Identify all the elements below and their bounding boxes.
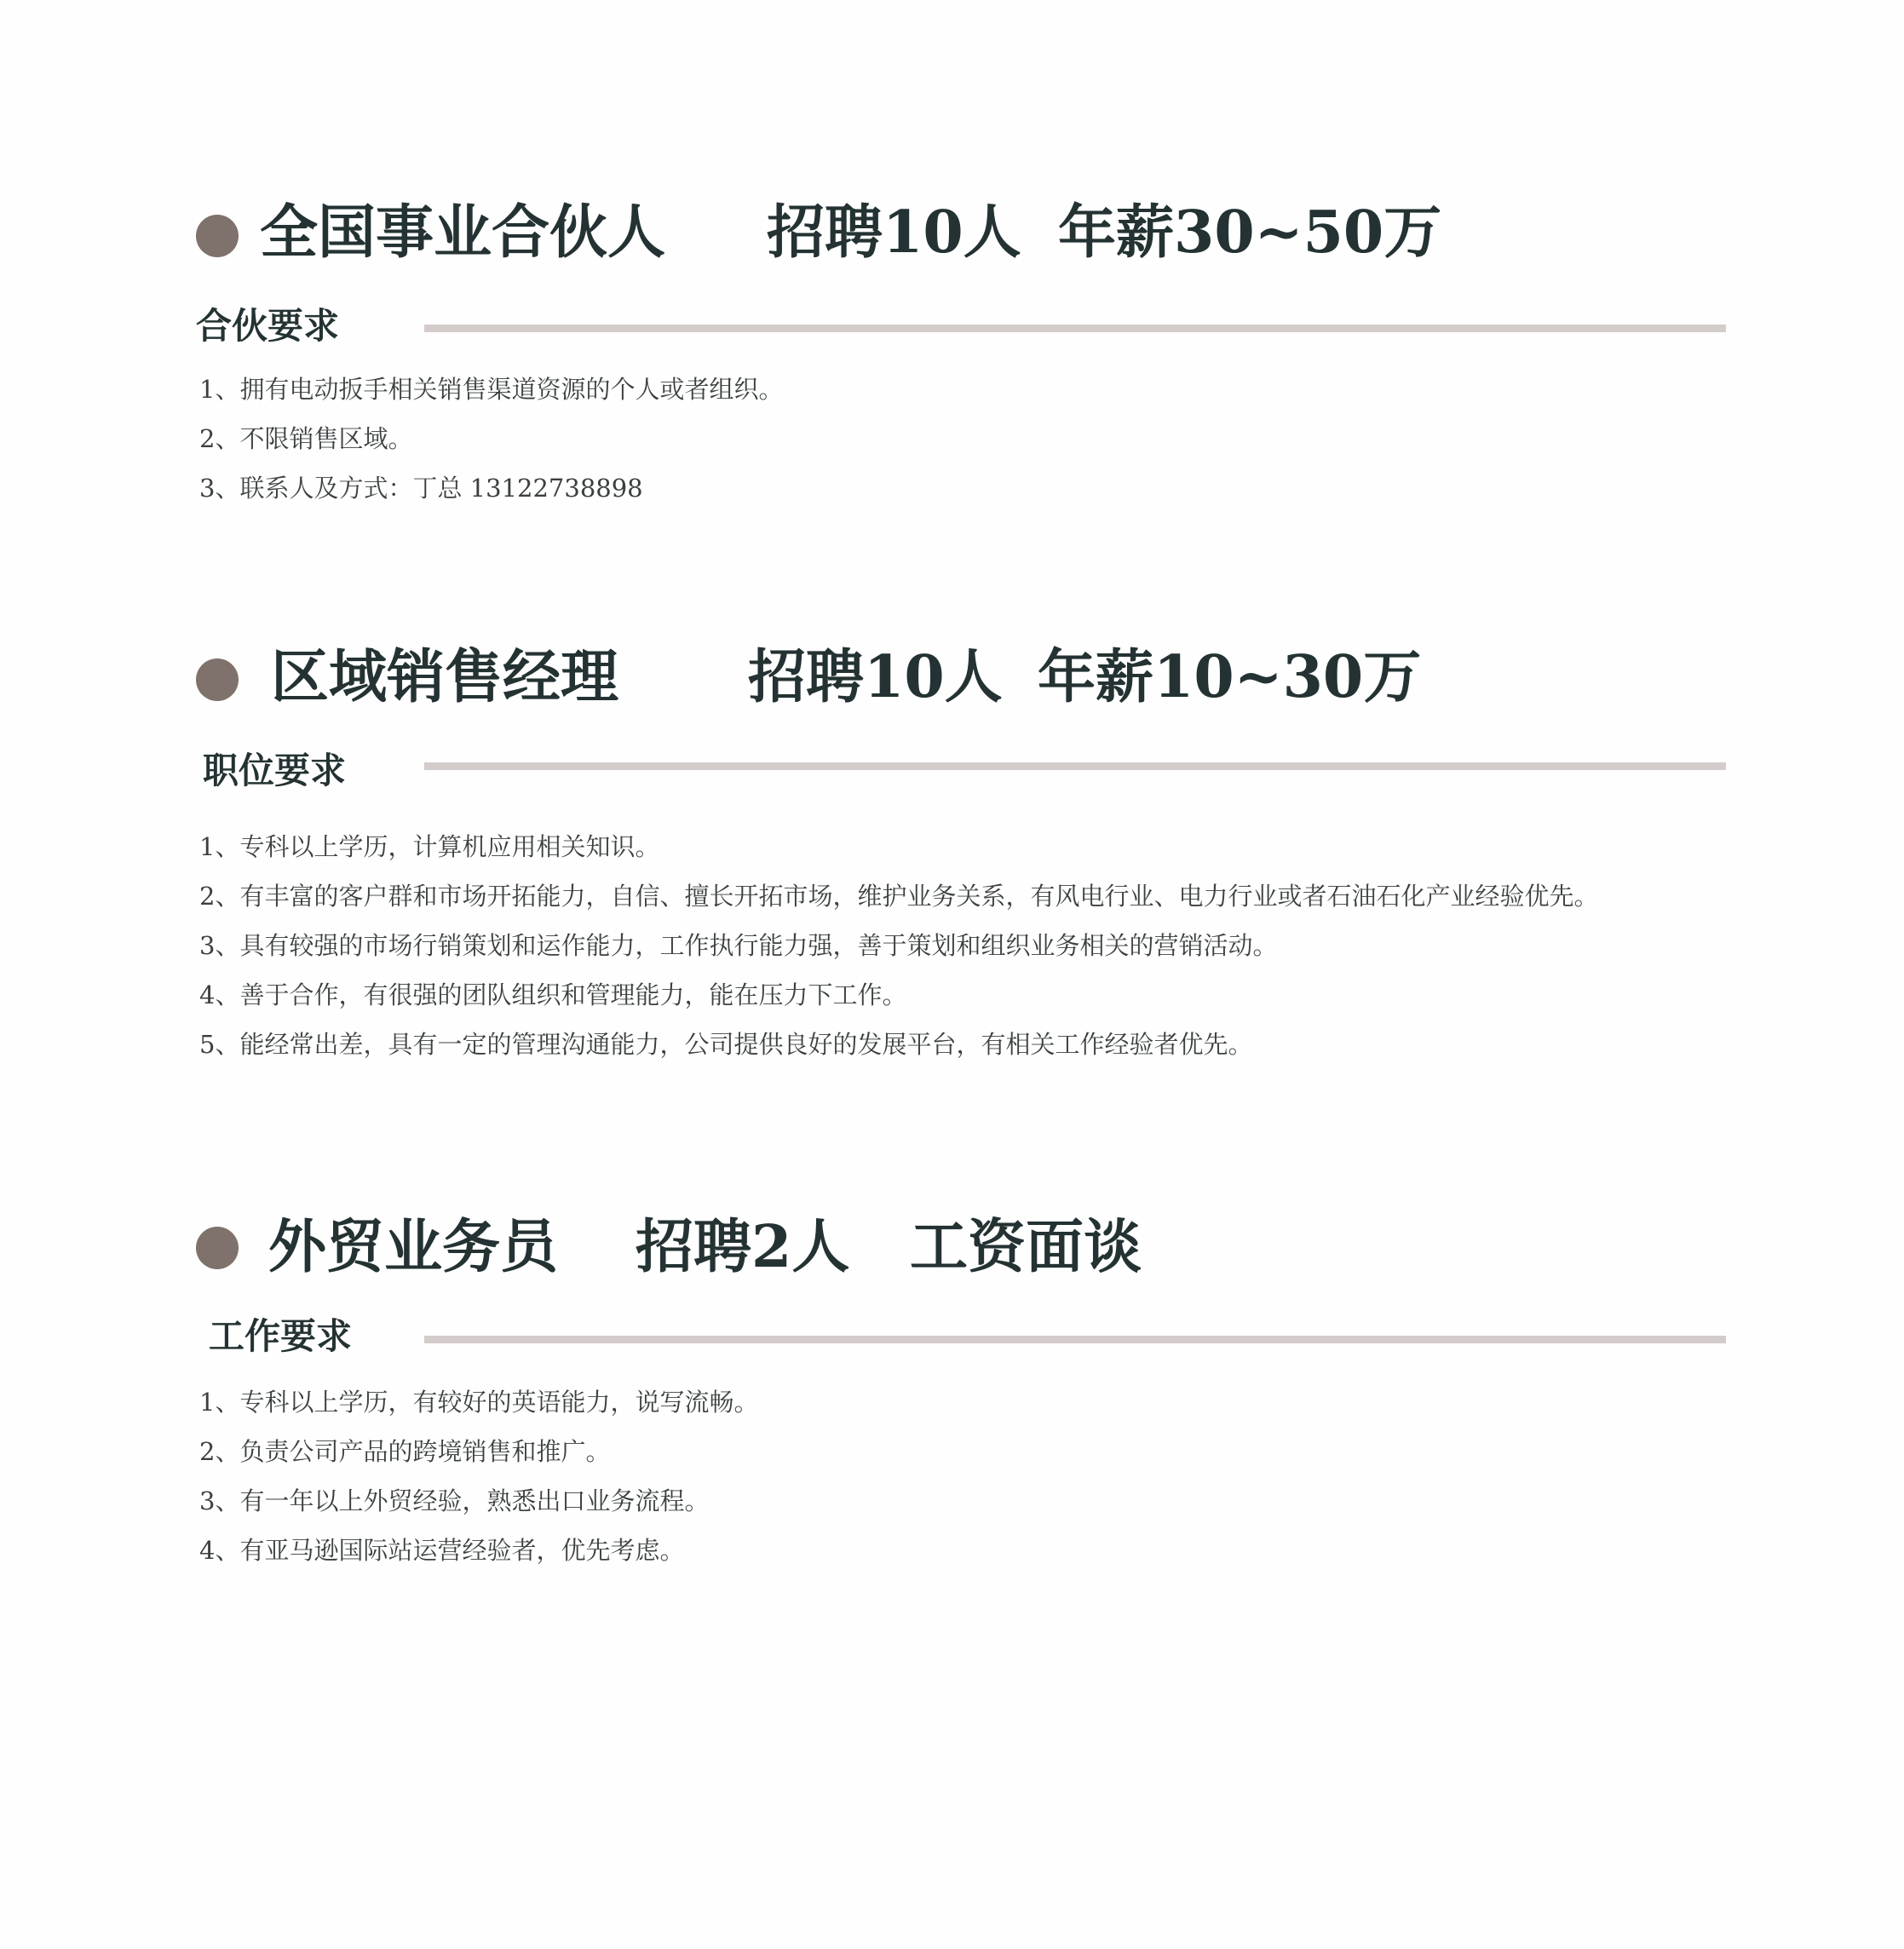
job-salary: 年薪10~30万 <box>1038 643 1422 711</box>
divider-line <box>424 762 1726 770</box>
list-item: 1、拥有电动扳手相关销售渠道资源的个人或者组织。 <box>199 375 784 404</box>
list-item: 2、负责公司产品的跨境销售和推广。 <box>199 1437 611 1466</box>
requirements-heading: 工作要求 <box>209 1315 353 1357</box>
job-headcount: 招聘2人 <box>636 1213 850 1281</box>
list-item: 4、有亚马逊国际站运营经验者，优先考虑。 <box>199 1536 685 1565</box>
list-item: 3、具有较强的市场行销策划和运作能力，工作执行能力强，善于策划和组织业务相关的营销活动。 <box>199 931 1278 960</box>
bullet-dot-icon <box>196 658 239 701</box>
job-title: 全国事业合伙人 <box>260 198 666 267</box>
list-item: 2、有丰富的客户群和市场开拓能力，自信、擅长开拓市场，维护业务关系，有风电行业、电力行业或者石油石化产业经验优先。 <box>199 882 1599 911</box>
job-headcount: 招聘10人 <box>767 198 1021 267</box>
requirements-list <box>199 365 783 513</box>
list-item: 1、专科以上学历，有较好的英语能力，说写流畅。 <box>199 1388 759 1417</box>
job-headcount: 招聘10人 <box>748 643 1003 711</box>
requirements-heading: 职位要求 <box>203 750 347 791</box>
job-salary: 年薪30~50万 <box>1058 198 1442 267</box>
divider-line <box>424 1336 1726 1343</box>
list-item: 3、有一年以上外贸经验，熟悉出口业务流程。 <box>199 1486 710 1515</box>
bullet-dot-icon <box>196 1227 239 1269</box>
job-title: 外贸业务员 <box>268 1213 559 1281</box>
requirements-list <box>199 822 1598 1069</box>
list-item: 5、能经常出差，具有一定的管理沟通能力，公司提供良好的发展平台，有相关工作经验者优先。 <box>199 1030 1253 1059</box>
list-item: 1、专科以上学历，计算机应用相关知识。 <box>199 832 660 861</box>
requirements-list <box>199 1377 758 1575</box>
list-item: 3、联系人及方式：丁总 13122738898 <box>199 474 643 503</box>
list-item: 4、善于合作，有很强的团队组织和管理能力，能在压力下工作。 <box>199 980 907 1009</box>
bullet-dot-icon <box>196 215 239 257</box>
divider-line <box>424 325 1726 332</box>
list-item: 2、不限销售区域。 <box>199 424 413 453</box>
job-title: 区域销售经理 <box>271 643 619 711</box>
requirements-heading: 合伙要求 <box>196 305 340 347</box>
job-salary: 工资面谈 <box>910 1213 1142 1281</box>
